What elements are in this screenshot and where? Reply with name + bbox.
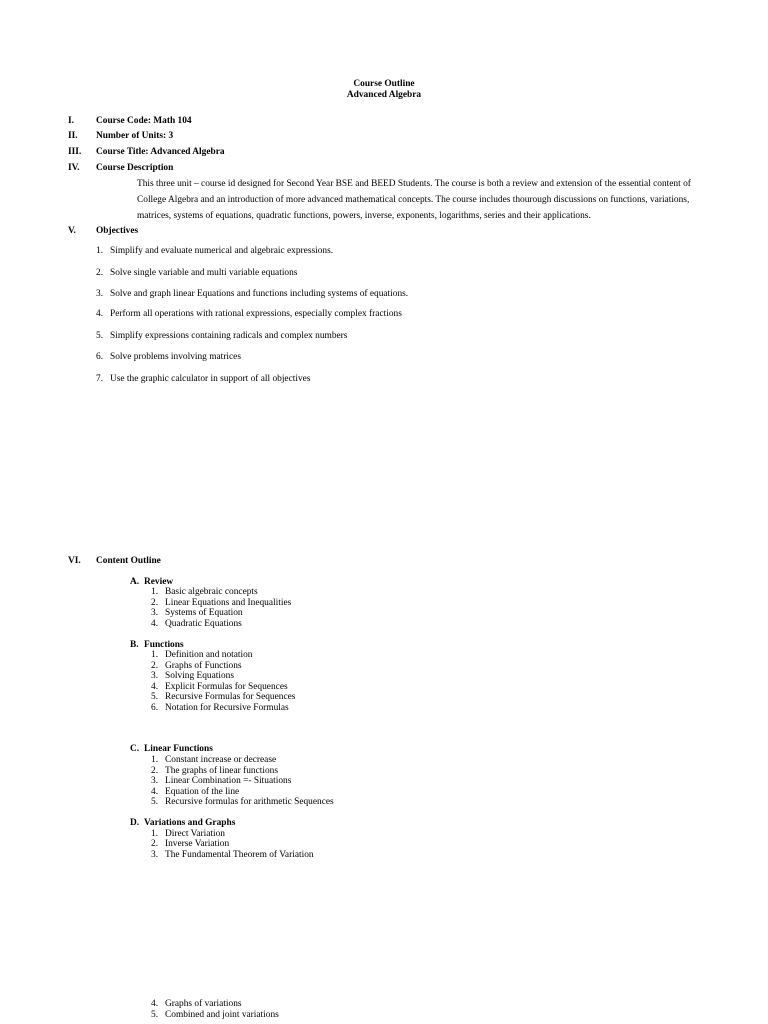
course-code-line <box>96 116 192 127</box>
topic-item <box>151 671 234 682</box>
topic-title: Functions <box>144 640 184 650</box>
item-number: 6. <box>151 703 159 713</box>
item-text: Graphs of variations <box>165 999 242 1009</box>
course-code-value: : Math 104 <box>147 116 192 126</box>
item-text: Basic algebraic concepts <box>165 587 258 597</box>
topic-title: Linear Functions <box>144 744 213 754</box>
topic-letter: B. <box>130 640 139 650</box>
objective-item <box>96 309 402 320</box>
number-of-units-value: : 3 <box>163 131 174 141</box>
item-number: 5. <box>151 692 159 702</box>
item-text: Constant increase or decrease <box>165 755 277 765</box>
objective-number: 4. <box>96 309 104 319</box>
item-text: Definition and notation <box>165 650 253 660</box>
course-title-line <box>96 147 225 158</box>
objective-number: 6. <box>96 352 104 362</box>
item-text: Direct Variation <box>165 829 225 839</box>
item-text: Linear Combination =- Situations <box>165 776 292 786</box>
content-outline-heading: Content Outline <box>96 556 161 566</box>
objective-item <box>96 289 408 300</box>
course-description-heading: Course Description <box>96 163 174 173</box>
topic-item <box>151 755 276 766</box>
number-of-units-line <box>96 131 173 142</box>
item-text: Recursive Formulas for Sequences <box>165 692 296 702</box>
topic-item <box>151 598 291 609</box>
section-numeral-5: V. <box>68 226 76 236</box>
objective-text: Simplify expressions containing radicals and complex numbers <box>110 331 348 341</box>
number-of-units-label: Number of Units <box>96 131 164 141</box>
topic-item <box>151 797 334 808</box>
topic-heading-linear-functions <box>130 744 213 755</box>
topic-letter: C. <box>130 744 140 754</box>
objective-item <box>96 268 297 279</box>
topic-item <box>151 608 243 619</box>
item-text: Explicit Formulas for Sequences <box>165 682 288 692</box>
objective-text: Perform all operations with rational expressions, especially complex fractions <box>110 309 402 319</box>
topic-title: Variations and Graphs <box>144 818 236 828</box>
objective-number: 3. <box>96 289 104 299</box>
objective-number: 7. <box>96 374 104 384</box>
objective-number: 2. <box>96 268 104 278</box>
item-number: 2. <box>151 661 159 671</box>
item-text: Inverse Variation <box>165 839 230 849</box>
section-numeral-6: VI. <box>68 556 81 566</box>
topic-item <box>151 619 242 630</box>
item-text: Notation for Recursive Formulas <box>165 703 289 713</box>
objective-text: Solve problems involving matrices <box>110 352 241 362</box>
item-number: 3. <box>151 850 159 860</box>
topic-item <box>151 787 239 798</box>
objective-item <box>96 246 333 257</box>
objectives-heading: Objectives <box>96 226 139 236</box>
section-numeral-1: I. <box>68 116 74 126</box>
item-number: 1. <box>151 755 159 765</box>
item-text: Equation of the line <box>165 787 240 797</box>
topic-item <box>151 682 288 693</box>
item-number: 5. <box>151 797 159 807</box>
item-number: 3. <box>151 776 159 786</box>
objective-item <box>96 352 241 363</box>
topic-title: Review <box>144 577 174 587</box>
item-text: Linear Equations and Inequalities <box>165 598 292 608</box>
item-text: Solving Equations <box>165 671 235 681</box>
topic-item <box>151 692 295 703</box>
item-text: Quadratic Equations <box>165 619 242 629</box>
item-number: 4. <box>151 619 159 629</box>
item-text: The Fundamental Theorem of Variation <box>165 850 314 860</box>
course-title-value: : Advanced Algebra <box>145 147 225 157</box>
item-number: 2. <box>151 598 159 608</box>
objective-item <box>96 374 310 385</box>
objective-text: Use the graphic calculator in support of all objectives <box>110 374 311 384</box>
objective-text: Solve single variable and multi variable equations <box>110 268 298 278</box>
topic-item <box>151 829 225 840</box>
topic-item <box>151 650 252 661</box>
course-description-text: This three unit – course id designed for Second Year BSE and BEED Students. The course is both a review and extension of the essential content of College Algebra and an introduction of more advanced mathematical concepts. The course includes thourough discussions on functions, variations, matrices, systems of equations, quadratic functions, powers, inverse, exponents, logarithms, series and their applications. <box>137 179 691 221</box>
item-number: 4. <box>151 682 159 692</box>
item-number: 2. <box>151 839 159 849</box>
item-number: 1. <box>151 650 159 660</box>
topic-item <box>151 776 291 787</box>
objective-number: 1. <box>96 246 104 256</box>
item-number: 4. <box>151 999 159 1009</box>
section-numeral-2: II. <box>68 131 78 141</box>
topic-item <box>151 766 278 777</box>
document-title: Course Outline <box>353 79 415 89</box>
topic-item <box>151 1010 279 1021</box>
objective-text: Solve and graph linear Equations and functions including systems of equations. <box>110 289 409 299</box>
item-number: 3. <box>151 671 159 681</box>
topic-item <box>151 850 314 861</box>
item-text: Recursive formulas for arithmetic Sequences <box>165 797 334 807</box>
topic-item <box>151 703 289 714</box>
topic-item <box>151 839 229 850</box>
topic-heading-variations-and-graphs <box>130 818 235 829</box>
topic-letter: A. <box>130 577 140 587</box>
course-code-label: Course Code <box>96 116 148 126</box>
item-number: 3. <box>151 608 159 618</box>
topic-item <box>151 587 258 598</box>
item-text: Combined and joint variations <box>165 1010 279 1020</box>
item-number: 1. <box>151 829 159 839</box>
objective-text: Simplify and evaluate numerical and algebraic expressions. <box>110 246 334 256</box>
topic-item <box>151 999 242 1010</box>
topic-letter: D. <box>130 818 140 828</box>
course-title-label: Course Title <box>96 147 146 157</box>
section-numeral-3: III. <box>68 147 82 157</box>
item-text: The graphs of linear functions <box>165 766 278 776</box>
item-number: 4. <box>151 787 159 797</box>
item-number: 2. <box>151 766 159 776</box>
objective-item <box>96 331 347 342</box>
document-subtitle: Advanced Algebra <box>346 90 422 100</box>
section-numeral-4: IV. <box>68 163 80 173</box>
item-number: 1. <box>151 587 159 597</box>
item-text: Graphs of Functions <box>165 661 242 671</box>
topic-item <box>151 661 242 672</box>
item-number: 5. <box>151 1010 159 1020</box>
item-text: Systems of Equation <box>165 608 243 618</box>
objective-number: 5. <box>96 331 104 341</box>
